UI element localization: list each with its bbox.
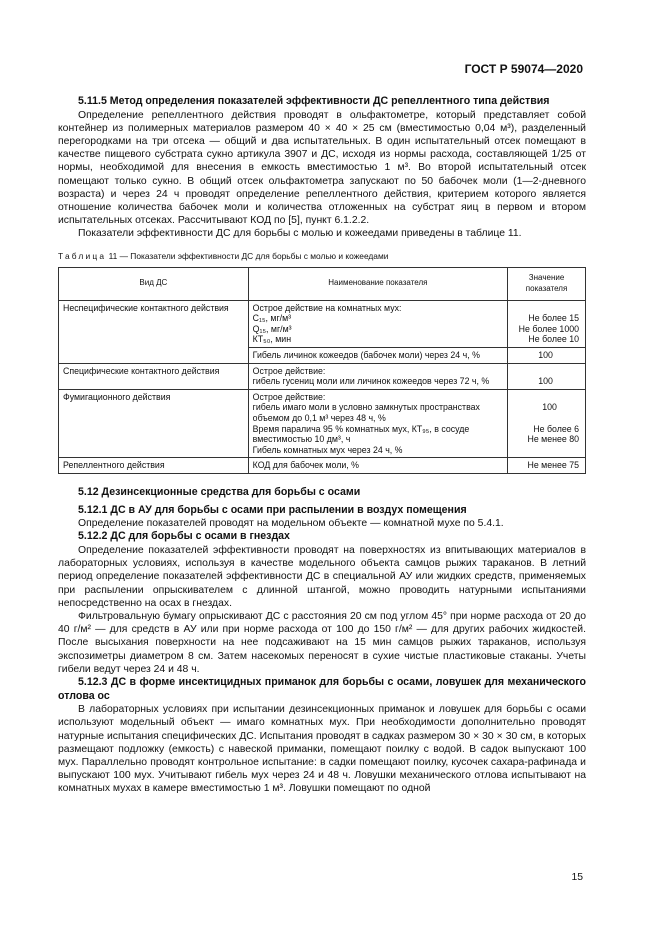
document-code: ГОСТ Р 59074—2020 [464,62,583,76]
value-line: Не менее 80 [527,434,579,445]
table-row [59,458,586,474]
col-header-indicator: Наименование показателя [248,267,507,300]
heading-5-12-2: 5.12.2 ДС для борьбы с осами в гнездах [78,530,290,543]
col-header-type: Вид ДС [59,267,249,300]
cell-value [508,300,586,347]
table-header-row [59,267,586,300]
cell-value [508,389,586,458]
value-line: Не более 1000 [518,323,579,334]
indicator-line: Q₁₅, мг/м³ [252,323,292,334]
cell-indicator [248,300,507,347]
indicator-line: Острое действие на комнатных мух: [252,302,402,313]
page-number: 15 [571,872,583,883]
cell-indicator [248,389,507,458]
cell-type: Специфические контактного действия [59,363,249,389]
indicator-line: гибель гусениц моли или личинок кожеедов через 72 ч, % [252,376,490,387]
value-line: Не более 6 [533,423,579,434]
cell-value: 100 [508,348,586,364]
heading-5-11-5: 5.11.5 Метод определения показателей эффективности ДС репеллентного типа действия [78,95,550,107]
cell-type: Неспецифические контактного действия [59,300,249,363]
indicator-line: Время паралича 95 % комнатных мух, КТ₉₅, в сосуде вместимостью 10 дм³, ч [252,423,470,445]
heading-5-12-1: 5.12.1 ДС в АУ для борьбы с осами при распылении в воздух помещения [78,503,467,516]
value-line: Не более 15 [528,313,579,324]
heading-5-12: 5.12 Дезинсекционные средства для борьбы с осами [78,485,361,498]
indicator-line: Острое действие: [252,391,326,402]
cell-value: Не менее 75 [508,458,586,474]
cell-value: 100 [508,363,586,389]
paragraph-olfactometer: Определение репеллентного действия проводят в ольфактометре, который представляет собой контейнер из полимерных материалов размером 40 × 40 × 25 см (вместимостью 0,04 м³), разделенный перегородками на три отсека — общий и два испытательных. В один испытательный отсек помещают в качестве пищевого субстрата сукно артикула 3907 и ДС, исходя из нормы расхода, составляющей 1/25 от нормы, необходимой для внесения в емкость вместимостью 1 м³. Во второй испытательный отсек помещают только сукно. В общий отсек ольфактометра запускают по 50 бабочек моли (1—2-дневного возраста) и через 24 ч проводят определение репеллентного действия, критерием которого является отношение количества бабочек моли и количества отложенных на субстрат яиц в первом и втором испытательных отсеках. Рассчитывают КОД по [5], пункт 6.1.2.2. [58,109,586,227]
paragraph-5-12-3: В лабораторных условиях при испытании дезинсекционных приманок и ловушек для борьбы с осами используют модельный объект — имаго комнатных мух. При необходимости дополнительно проводят натурные испытания специфических ДС. Испытания проводят в садках размером 30 × 30 × 30 см, в которых размещают подложку (емкость) с навеской приманки, помещают поилку с водой. В садок выпускают 100 мух. Параллельно проводят контрольное испытание: в садки помещают поилку, кусочек сахара-рафинада и выпускают 100 мух. Учитывают гибель мух через 24 и 48 ч. Ловушки механического отлова испытывают на комнатных мухах в камере вместимостью 1 м³. Ловушки помещают по одной [58,704,586,795]
cell-type: Фумигационного действия [59,389,249,458]
col-header-value: Значение показателя [508,267,586,300]
cell-indicator [248,363,507,389]
indicator-line: Острое действие: [252,365,326,376]
cell-indicator: Гибель личинок кожеедов (бабочек моли) через 24 ч, % [248,348,507,364]
indicator-line: гибель имаго моли в условно замкнутых пространствах объемом до 0,1 м³ через 48 ч, % [252,402,480,423]
indicator-line: Гибель комнатных мух через 24 ч, % [252,444,403,455]
table-11 [58,267,586,474]
heading-5-12-3: 5.12.3 ДС в форме инсектицидных приманок для борьбы с осами, ловушек для механического отлова ос [58,675,586,702]
indicator-line: КТ₅₀, мин [252,334,292,345]
table-row [59,300,586,347]
value-line: 100 [542,402,557,413]
main-content [58,95,586,796]
cell-type: Репеллентного действия [59,458,249,474]
indicator-line: C₁₅, мг/м³ [252,313,292,324]
cell-indicator: КОД для бабочек моли, % [248,458,507,474]
paragraph-5-12-1: Определение показателей проводят на модельном объекте — комнатной мухе по 5.4.1. [78,518,504,530]
table-row [59,389,586,458]
table-row [59,363,586,389]
table-caption-text: 11 — Показатели эффективности ДС для борьбы с молью и кожеедами [108,250,389,261]
table-caption-prefix: Таблица [58,250,107,261]
paragraph-5-12-2b: Фильтровальную бумагу опрыскивают ДС с расстояния 20 см под углом 45° при норме расхода от 20 до 40 г/м² — для средств в АУ или при норме расхода от 100 до 150 г/м² — для других рабочих жидкостей. После высыхания поверхности на нее подсаживают на 15 мин самцов рыжих тараканов, используя экспозиметры диаметром 8 см. Затем насекомых переносят в сухие чистые пластиковые стаканы. Учеты гибели ведут через 24 и 48 ч. [58,610,586,675]
paragraph-table-ref: Показатели эффективности ДС для борьбы с молью и кожеедами приведены в таблице 11. [78,228,522,240]
paragraph-5-12-2a: Определение показателей эффективности проводят на поверхностях из впитывающих материалов в лабораторных условиях, используя в качестве модельного объекта самцов рыжих тараканов. В летний период определение показателей эффективности ДС в специальной АУ или жидких средств, применяемых при распылении опрыскивателем с длинной штангой, можно проводить натурными испытаниями непосредственно на осах в гнездах. [58,544,586,609]
value-line: Не более 10 [528,334,579,345]
table-caption [58,251,586,261]
